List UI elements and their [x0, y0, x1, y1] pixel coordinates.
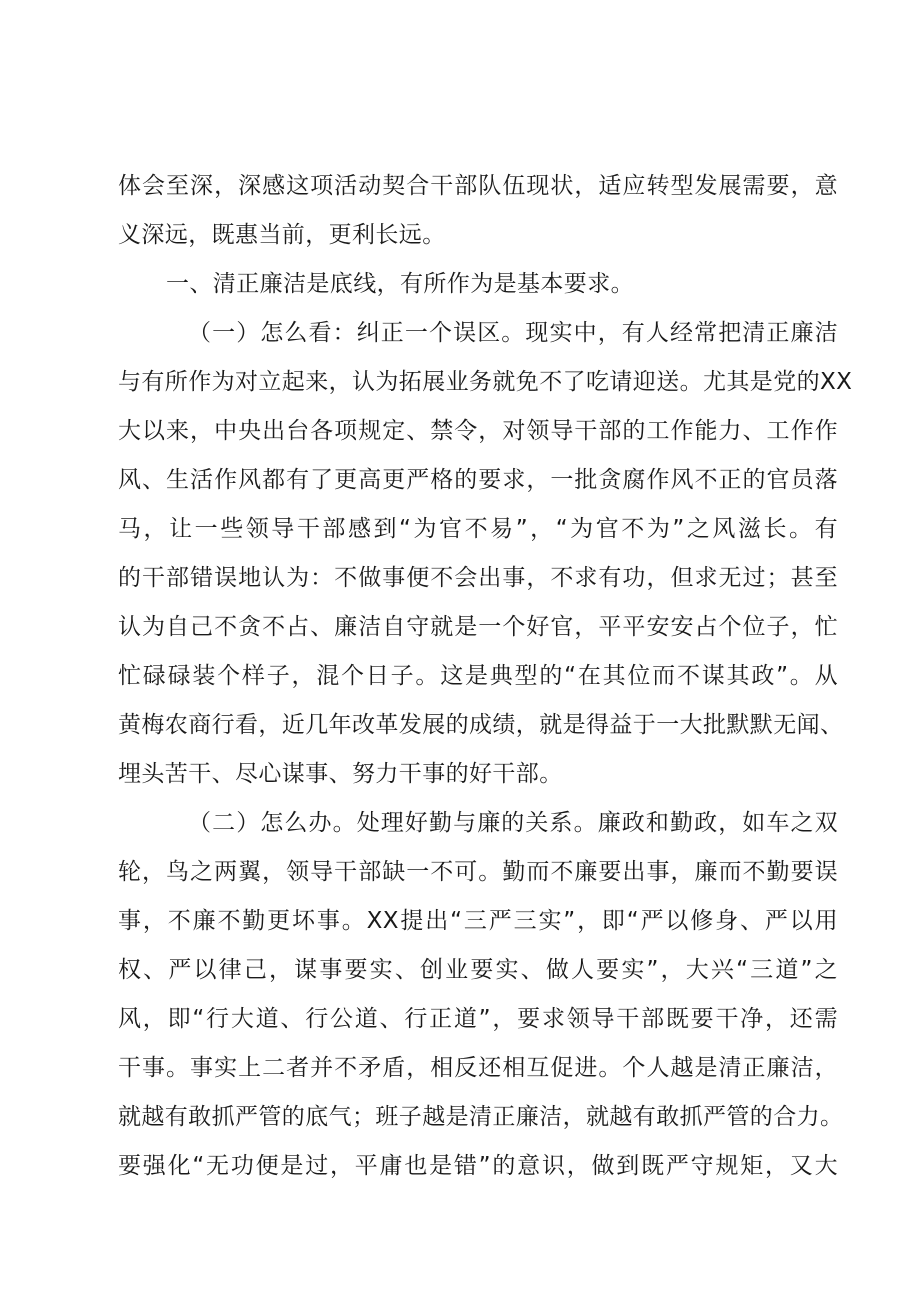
paragraph-line: 就越有敢抓严管的底气；班子越是清正廉洁，就越有敢抓严管的合力。 — [118, 1104, 844, 1130]
paragraph-line: 要强化“无功便是过，平庸也是错”的意识，做到既严守规矩，又大 — [118, 1153, 838, 1179]
paragraph-line: 认为自己不贪不占、廉洁自守就是一个好官，平平安安占个位子，忙 — [118, 614, 838, 640]
paragraph-line: 轮，鸟之两翼，领导干部缺一不可。勤而不廉要出事，廉而不勤要误 — [118, 859, 838, 885]
paragraph-line: 体会至深，深感这项活动契合干部队伍现状，适应转型发展需要，意 — [118, 173, 838, 199]
paragraph-line: 忙碌碌装个样子，混个日子。这是典型的“在其位而不谋其政”。从 — [118, 663, 838, 689]
subsection-heading: （一）怎么看：纠正一个误区。现实中，有人经常把清正廉洁 — [188, 320, 838, 346]
section-heading: 一、清正廉洁是底线，有所作为是基本要求。 — [166, 271, 634, 297]
paragraph-line: 风，即“行大道、行公道、行正道”，要求领导干部既要干净，还需 — [118, 1006, 838, 1032]
paragraph-line: 义深远，既惠当前，更利长远。 — [118, 222, 446, 248]
paragraph-line: 的干部错误地认为：不做事便不会出事，不求有功，但求无过；甚至 — [118, 565, 838, 591]
paragraph-line: 黄梅农商行看，近几年改革发展的成绩，就是得益于一大批默默无闻、 — [118, 712, 844, 738]
paragraph-line: 事，不廉不勤更坏事。XX提出“三严三实”，即“严以修身、严以用 — [118, 908, 838, 934]
paragraph-line: 权、严以律己，谋事要实、创业要实、做人要实”，大兴“三道”之 — [118, 957, 838, 983]
paragraph-line: 埋头苦干、尽心谋事、努力干事的好干部。 — [118, 761, 563, 787]
paragraph-line: 大以来，中央出台各项规定、禁令，对领导干部的工作能力、工作作 — [118, 418, 838, 444]
paragraph-line: 马，让一些领导干部感到“为官不易”，“为官不为”之风滋长。有 — [118, 516, 838, 542]
paragraph-line: 与有所作为对立起来，认为拓展业务就免不了吃请迎送。尤其是党的XX — [118, 369, 853, 395]
subsection-heading: （二）怎么办。处理好勤与廉的关系。廉政和勤政，如车之双 — [188, 810, 838, 836]
paragraph-line: 风、生活作风都有了更高更严格的要求，一批贪腐作风不正的官员落 — [118, 467, 838, 493]
paragraph-line: 干事。事实上二者并不矛盾，相反还相互促进。个人越是清正廉洁， — [118, 1055, 838, 1081]
